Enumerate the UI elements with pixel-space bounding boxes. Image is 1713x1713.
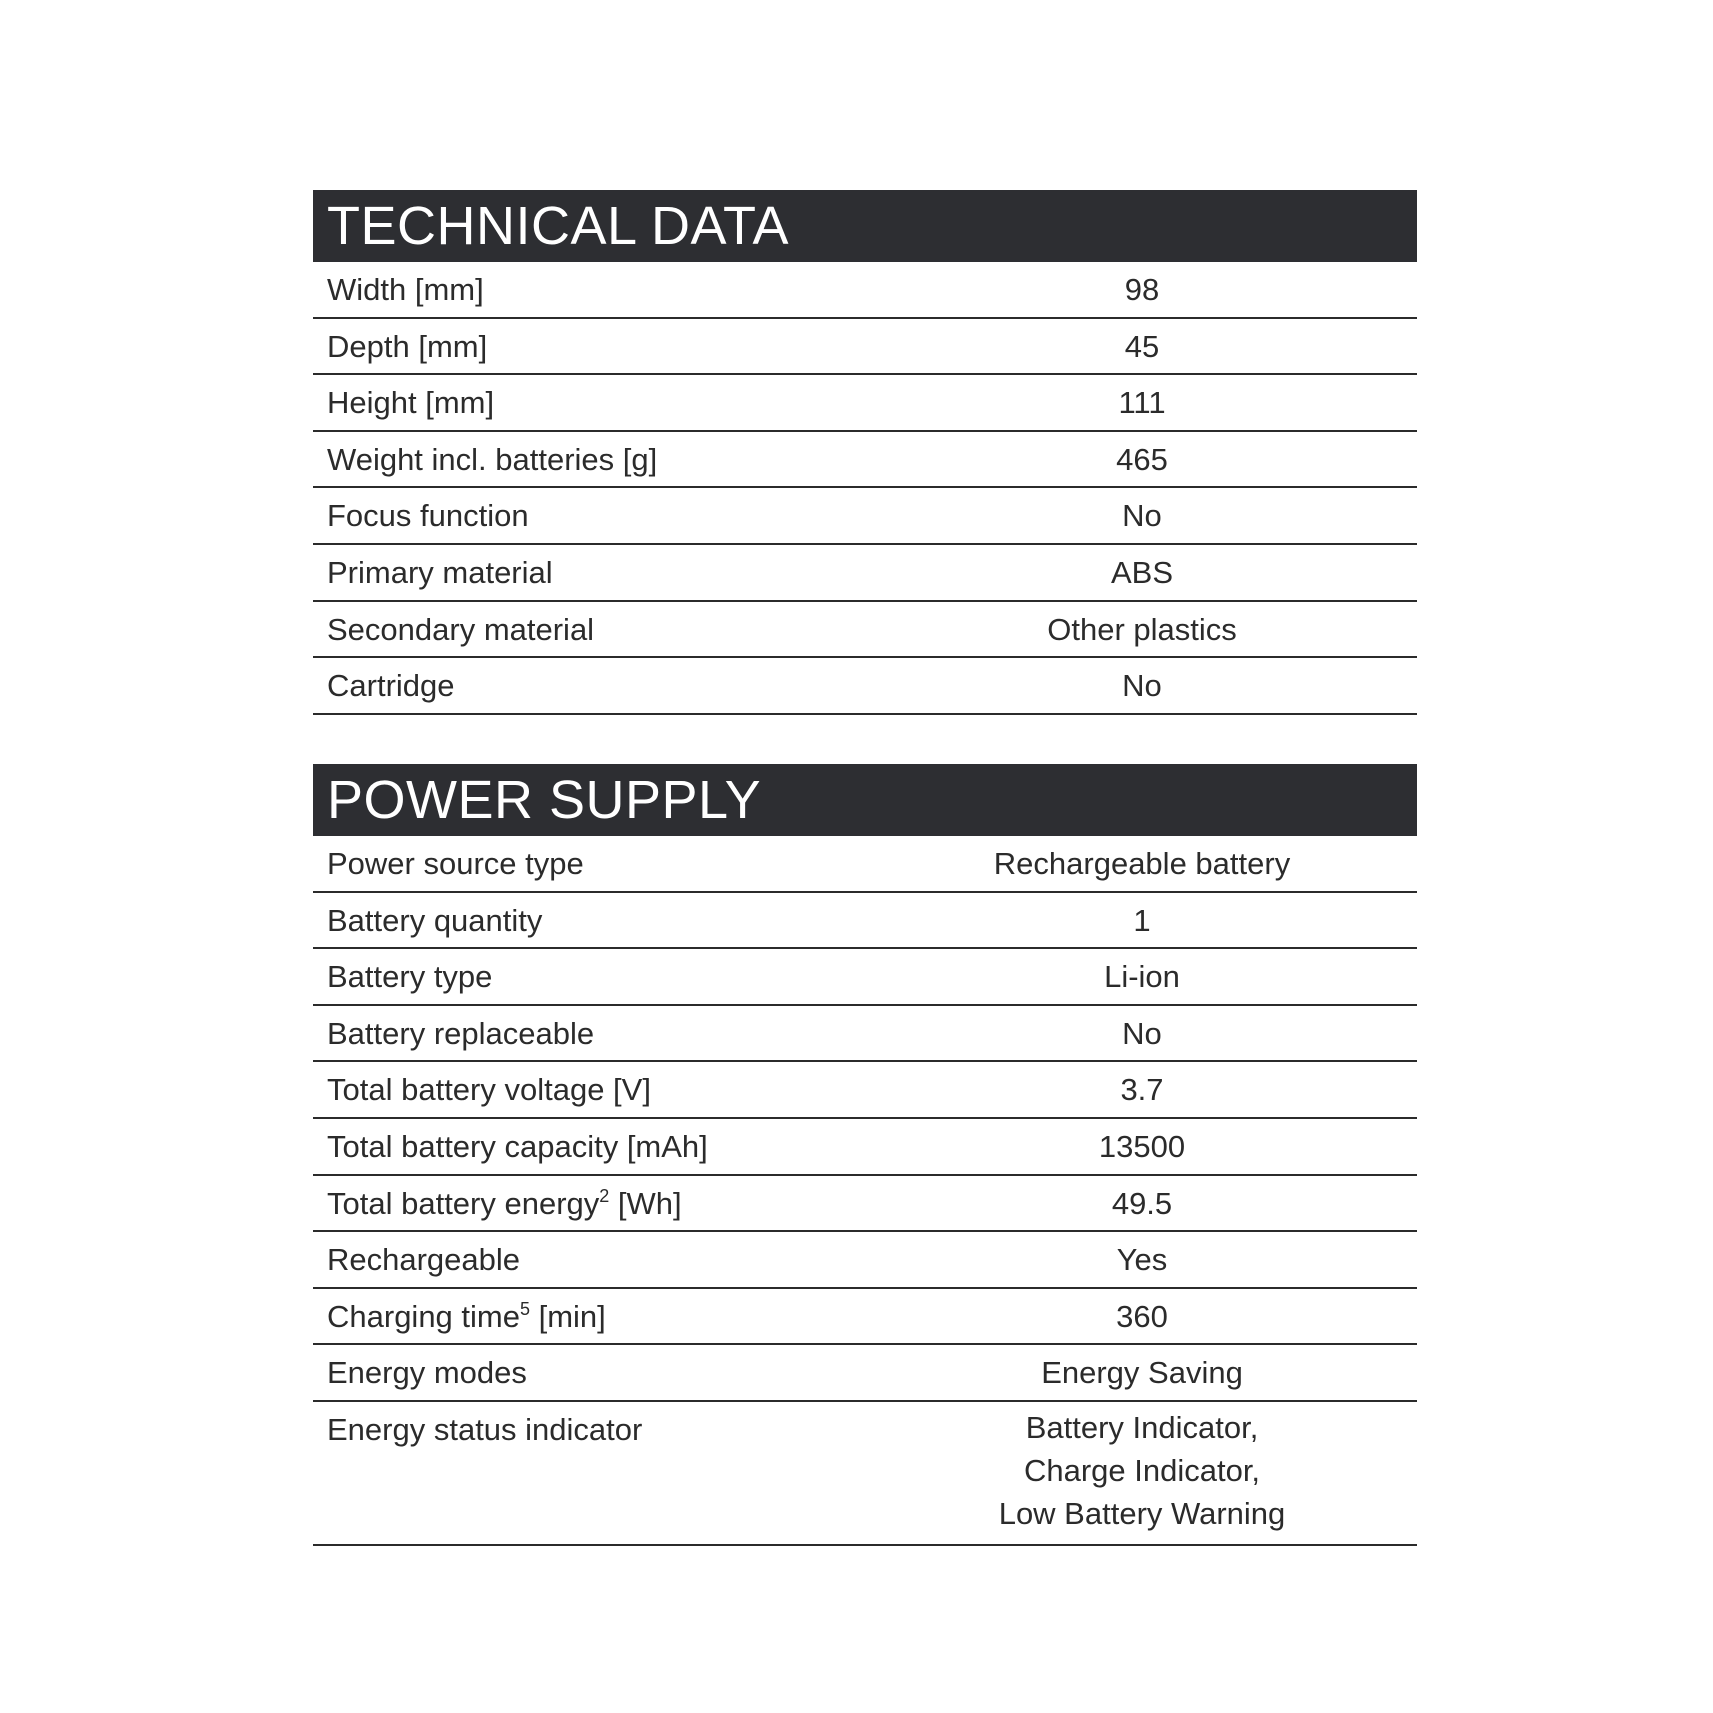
table-row <box>313 262 1417 319</box>
table-row <box>313 545 1417 602</box>
row-label: Energy status indicator <box>327 1411 643 1447</box>
row-value: Other plastics <box>1047 611 1237 647</box>
row-label: Battery type <box>327 959 493 995</box>
row-label: Depth [mm] <box>327 328 488 364</box>
row-label: Total battery capacity [mAh] <box>327 1128 708 1164</box>
row-label: Battery quantity <box>327 902 543 938</box>
row-value: ABS <box>1110 554 1174 590</box>
table-row <box>313 1402 1417 1546</box>
table-row <box>313 1232 1417 1289</box>
footnote-marker: 2 <box>599 1185 610 1206</box>
row-value: 49.5 <box>1111 1185 1173 1221</box>
table-row <box>313 432 1417 489</box>
row-label: Total battery voltage [V] <box>327 1072 651 1108</box>
row-value: 3.7 <box>1120 1072 1164 1108</box>
table-row <box>313 488 1417 545</box>
value-line: Charge Indicator, <box>1023 1452 1261 1488</box>
table-row <box>313 319 1417 376</box>
row-value: Yes <box>1116 1242 1168 1278</box>
row-label: Rechargeable <box>327 1242 521 1278</box>
row-label: Focus function <box>327 498 529 534</box>
row-value: Energy Saving <box>1041 1355 1243 1391</box>
table-row <box>313 836 1417 893</box>
row-value: 360 <box>1116 1298 1168 1334</box>
technical-data-section <box>313 190 1417 715</box>
row-label: Height [mm] <box>327 385 495 421</box>
footnote-marker: 5 <box>519 1298 530 1319</box>
row-label: Width [mm] <box>327 272 484 307</box>
row-label: Battery replaceable <box>327 1015 595 1051</box>
row-value: 465 <box>1116 441 1168 477</box>
row-value: No <box>1122 1015 1162 1051</box>
table-row <box>313 602 1417 659</box>
row-label <box>313 1289 927 1335</box>
row-label-text: Charging time <box>327 1298 520 1334</box>
table-row <box>313 1345 1417 1402</box>
row-value: Rechargeable battery <box>993 846 1291 881</box>
row-value: 1 <box>1133 902 1151 938</box>
row-label: Secondary material <box>327 611 595 647</box>
row-label: Weight incl. batteries [g] <box>327 441 658 477</box>
table-row <box>313 658 1417 715</box>
row-value: 111 <box>1118 385 1166 421</box>
row-label: Cartridge <box>327 668 455 704</box>
table-row <box>313 893 1417 950</box>
section-title: POWER SUPPLY <box>313 764 1417 836</box>
table-row <box>313 1062 1417 1119</box>
row-label <box>313 1176 927 1222</box>
row-value: No <box>1122 668 1162 704</box>
row-value-multiline <box>927 1402 1417 1535</box>
table-row <box>313 375 1417 432</box>
row-label: Power source type <box>327 846 584 881</box>
row-value: 13500 <box>1098 1128 1186 1164</box>
row-value: 45 <box>1124 328 1160 364</box>
row-label-unit: [min] <box>530 1298 606 1334</box>
table-row <box>313 1119 1417 1176</box>
table-row <box>313 1006 1417 1063</box>
value-line: Low Battery Warning <box>998 1495 1286 1531</box>
table-row <box>313 1176 1417 1233</box>
value-line: Battery Indicator, <box>1025 1409 1259 1445</box>
section-title: TECHNICAL DATA <box>313 190 1417 262</box>
row-value: 98 <box>1124 272 1160 307</box>
row-value: Li-ion <box>1104 959 1180 995</box>
row-label-unit: [Wh] <box>609 1185 682 1221</box>
power-supply-section <box>313 764 1417 1546</box>
row-label: Primary material <box>327 554 553 590</box>
row-label-text: Total battery energy <box>327 1185 600 1221</box>
table-row <box>313 949 1417 1006</box>
table-row <box>313 1289 1417 1346</box>
row-value: No <box>1122 498 1162 534</box>
row-label: Energy modes <box>327 1355 527 1391</box>
